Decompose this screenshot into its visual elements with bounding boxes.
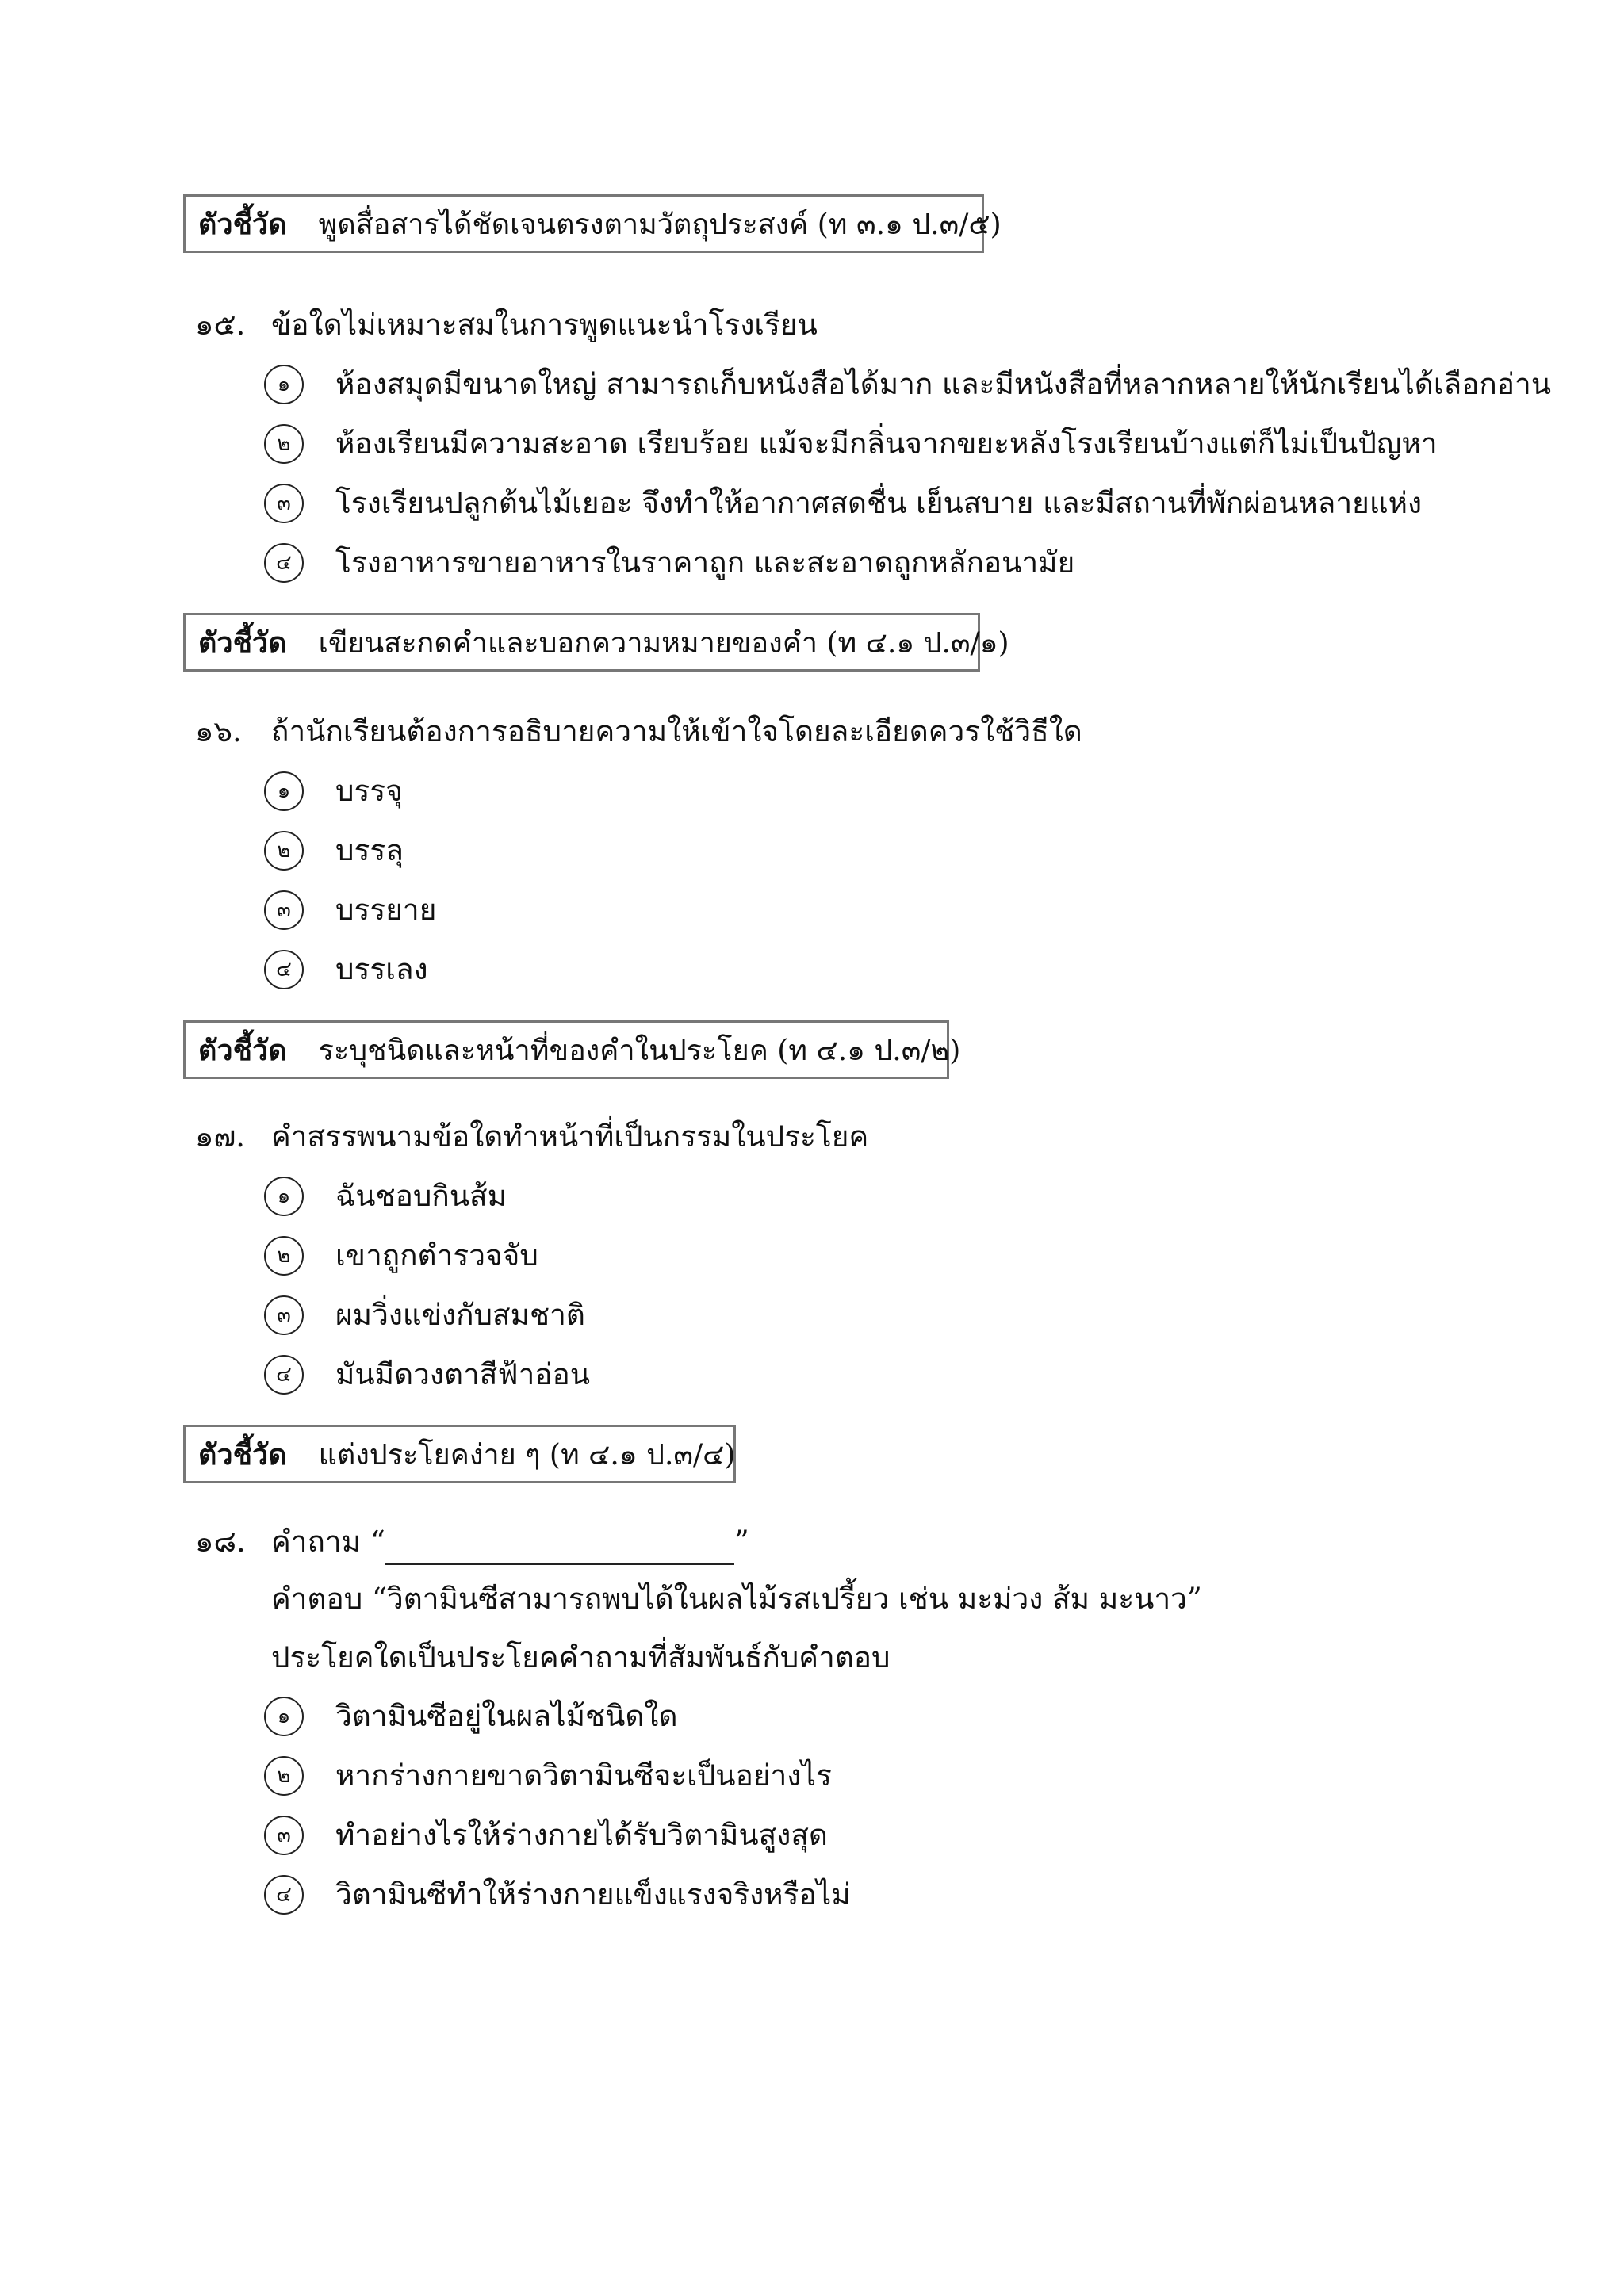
option-text: โรงเรียนปลูกต้นไม้เยอะ จึงทำให้อากาศสดชื่น เย็นสบาย และมีสถานที่พักผ่อนหลายแห่ง xyxy=(335,486,1423,520)
option-16-4[interactable] xyxy=(264,946,428,993)
question-text: ถ้านักเรียนต้องการอธิบายความให้เข้าใจโดยละเอียดควรใช้วิธีใด xyxy=(271,714,1082,748)
option-text: ฉันชอบกินส้ม xyxy=(335,1179,507,1213)
option-text: วิตามินซีอยู่ในผลไม้ชนิดใด xyxy=(335,1699,678,1733)
option-marker: ๒ xyxy=(264,1756,304,1796)
option-17-1[interactable] xyxy=(264,1173,507,1219)
option-text: มันมีดวงตาสีฟ้าอ่อน xyxy=(335,1357,591,1391)
option-text: วิตามินซีทำให้ร่างกายแข็งแรงจริงหรือไม่ xyxy=(335,1877,851,1911)
question-prefix: คำถาม “ xyxy=(271,1525,385,1559)
option-marker: ๓ xyxy=(264,890,304,930)
option-marker: ๓ xyxy=(264,1295,304,1335)
option-15-1[interactable] xyxy=(264,361,1551,408)
indicator-box-15 xyxy=(183,194,1002,253)
question-text: ข้อใดไม่เหมาะสมในการพูดแนะนำโรงเรียน xyxy=(271,308,818,342)
option-marker: ๔ xyxy=(264,1875,304,1915)
option-marker: ๓ xyxy=(264,1816,304,1855)
option-text: ผมวิ่งแข่งกับสมชาติ xyxy=(335,1298,585,1332)
option-text: บรรยาย xyxy=(335,893,437,927)
option-marker: ๑ xyxy=(264,771,304,811)
option-text: บรรเลง xyxy=(335,952,428,986)
option-marker: ๔ xyxy=(264,950,304,989)
question-16 xyxy=(195,708,1082,755)
option-marker: ๒ xyxy=(264,1236,304,1276)
option-text: หากร่างกายขาดวิตามินซีจะเป็นอย่างไร xyxy=(335,1758,832,1793)
question-number: ๑๘. xyxy=(195,1525,246,1559)
question-15 xyxy=(195,301,818,348)
option-text: ห้องเรียนมีความสะอาด เรียบร้อย แม้จะมีกลิ่นจากขยะหลังโรงเรียนบ้างแต่ก็ไม่เป็นปัญหา xyxy=(335,427,1438,461)
option-15-2[interactable] xyxy=(264,420,1438,467)
option-marker: ๔ xyxy=(264,543,304,583)
indicator-box-18 xyxy=(183,1425,736,1483)
indicator-box-16 xyxy=(183,613,1009,672)
option-17-2[interactable] xyxy=(264,1232,538,1279)
option-16-1[interactable] xyxy=(264,767,403,814)
option-marker: ๑ xyxy=(264,1697,304,1736)
answer-line: คำตอบ “วิตามินซีสามารถพบได้ในผลไม้รสเปรี้ยว เช่น มะม่วง ส้ม มะนาว” xyxy=(271,1582,1202,1616)
option-marker: ๒ xyxy=(264,831,304,871)
question-number: ๑๖. xyxy=(195,714,242,748)
option-18-3[interactable] xyxy=(264,1812,828,1858)
question-suffix: ” xyxy=(733,1525,749,1559)
indicator-text: พูดสื่อสารได้ชัดเจนตรงตามวัตถุประสงค์ (ท ๓.๑ ป.๓/๕) xyxy=(318,208,1002,241)
option-15-4[interactable] xyxy=(264,539,1074,586)
indicator-label: ตัวชี้วัด xyxy=(198,1437,287,1471)
option-text: โรงอาหารขายอาหารในราคาถูก และสะอาดถูกหลักอนามัย xyxy=(335,545,1075,580)
indicator-text: เขียนสะกดคำและบอกความหมายของคำ (ท ๔.๑ ป.๓/๑) xyxy=(318,626,1009,660)
option-marker: ๑ xyxy=(264,365,304,404)
option-18-4[interactable] xyxy=(264,1871,851,1918)
option-marker: ๓ xyxy=(264,484,304,523)
question-number: ๑๗. xyxy=(195,1119,246,1154)
indicator-text: ระบุชนิดและหน้าที่ของคำในประโยค (ท ๔.๑ ป.๓/๒) xyxy=(318,1034,961,1067)
answer-blank xyxy=(385,1536,734,1565)
option-15-3[interactable] xyxy=(264,480,1422,526)
option-16-2[interactable] xyxy=(264,827,404,874)
option-text: บรรลุ xyxy=(335,833,404,867)
option-text: เขาถูกตำรวจจับ xyxy=(335,1238,538,1272)
indicator-label: ตัวชี้วัด xyxy=(198,1033,287,1067)
option-18-1[interactable] xyxy=(264,1693,678,1739)
question-17 xyxy=(195,1113,868,1160)
indicator-text: แต่งประโยคง่าย ๆ (ท ๔.๑ ป.๓/๔) xyxy=(318,1438,736,1471)
question-18 xyxy=(195,1518,749,1565)
indicator-box-17 xyxy=(183,1020,961,1079)
option-marker: ๔ xyxy=(264,1355,304,1395)
indicator-label: ตัวชี้วัด xyxy=(198,207,287,241)
option-marker: ๑ xyxy=(264,1177,304,1216)
option-text: ทำอย่างไรให้ร่างกายได้รับวิตามินสูงสุด xyxy=(335,1818,828,1852)
indicator-label: ตัวชี้วัด xyxy=(198,626,287,660)
question-number: ๑๕. xyxy=(195,308,246,342)
option-18-2[interactable] xyxy=(264,1752,832,1799)
option-text: บรรจุ xyxy=(335,774,403,808)
option-17-4[interactable] xyxy=(264,1351,590,1398)
option-marker: ๒ xyxy=(264,424,304,464)
option-text: ห้องสมุดมีขนาดใหญ่ สามารถเก็บหนังสือได้มาก และมีหนังสือที่หลากหลายให้นักเรียนได้เลือกอ่าน xyxy=(335,367,1552,401)
option-16-3[interactable] xyxy=(264,886,436,933)
question-text: คำสรรพนามข้อใดทำหน้าที่เป็นกรรมในประโยค xyxy=(271,1119,869,1154)
question-text: ประโยคใดเป็นประโยคคำถามที่สัมพันธ์กับคำตอบ xyxy=(271,1640,891,1674)
option-17-3[interactable] xyxy=(264,1292,585,1338)
